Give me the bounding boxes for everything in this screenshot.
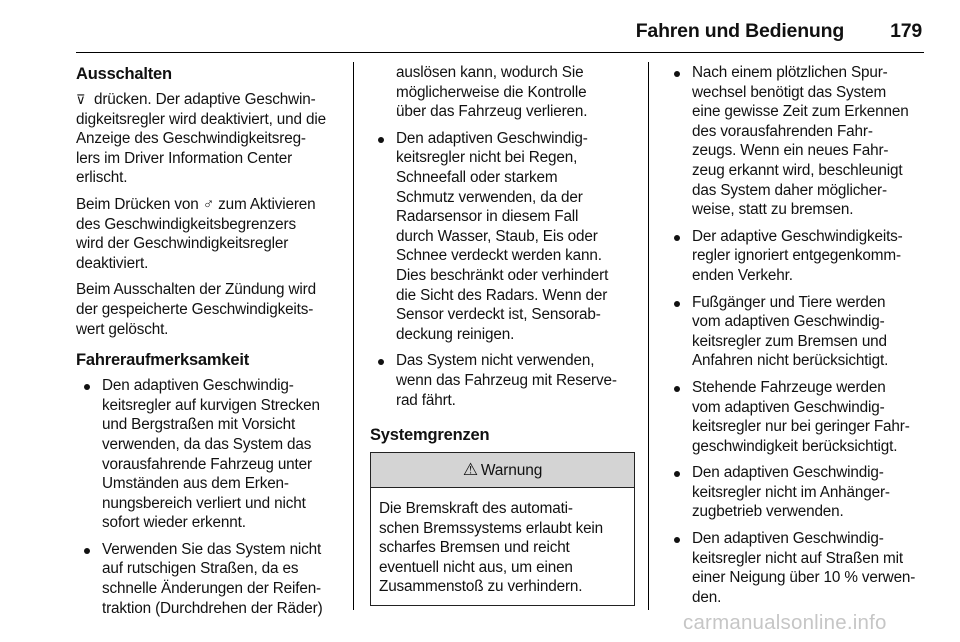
header-divider — [76, 52, 924, 53]
warning-text: Die Bremskraft des automati- schen Bremssystems erlaubt kein scharfes Bremsen und reicht eventuell nicht aus, um einen Zusammenstoß zu verhindern. — [379, 500, 604, 596]
bullet-item: Nach einem plötzlichen Spur- wechsel benötigt das System eine gewisse Zeit zum Erkennen des vorausfahrenden Fahr- zeugs. Wenn ein neues Fahr- zeug erkannt wird, beschleunigt das System daher möglicher- weise, statt zu bremsen. — [666, 63, 931, 220]
bullet-item: Das System nicht verwenden, wenn das Fahrzeug mit Reserve- rad fährt. — [370, 351, 635, 410]
column-middle — [370, 63, 635, 606]
bullet-item: Den adaptiven Geschwindig- keitsregler nicht im Anhänger- zugbetrieb verwenden. — [666, 463, 931, 522]
heading-systemgrenzen: Systemgrenzen — [370, 426, 490, 445]
column-divider — [353, 62, 354, 610]
warning-triangle-icon: ⚠ — [462, 460, 478, 480]
warning-box — [370, 452, 635, 606]
heading-fahreraufmerksamkeit: Fahreraufmerksamkeit — [76, 351, 250, 370]
heading-ausschalten: Ausschalten — [76, 65, 172, 83]
column-divider — [648, 62, 649, 610]
bullet-item: Den adaptiven Geschwindig- keitsregler auf kurvigen Strecken und Bergstraßen mit Vorsicht verwenden, da das System das vorausfahrende Fahrzeug unter Umständen aus dem Erken- nungsbereich verliert und nicht sofort wieder erkennt. — [76, 376, 341, 533]
column-right — [666, 63, 931, 614]
column-left — [76, 63, 341, 625]
bullet-item: Den adaptiven Geschwindig- keitsregler nicht auf Straßen mit einer Neigung über 10 % verwen- den. — [666, 529, 931, 607]
paragraph: ⊽ drücken. Der adaptive Geschwin- digkeitsregler wird deaktiviert, und die Anzeige des Geschwindigkeitsreg- lers im Driver Information Center erlischt. — [76, 91, 326, 187]
watermark: carmanualsonline.info — [683, 611, 887, 634]
bullet-continuation: auslösen kann, wodurch Sie möglicherweise die Kontrolle über das Fahrzeug verlieren. — [396, 64, 588, 121]
warning-header — [371, 453, 634, 488]
speed-limiter-icon: ♂ — [202, 195, 215, 213]
paragraph: Beim Ausschalten der Zündung wird der gespeicherte Geschwindigkeits- wert gelöscht. — [76, 281, 316, 338]
bullet-item: Verwenden Sie das System nicht auf rutschigen Straßen, da es schnelle Änderungen der Reifen- traktion (Durchdrehen der Räder) — [76, 540, 341, 618]
bullet-item: Der adaptive Geschwindigkeits- regler ignoriert entgegenkomm- enden Verkehr. — [666, 227, 931, 286]
page-header — [636, 20, 922, 43]
bullet-item: Fußgänger und Tiere werden vom adaptiven Geschwindig- keitsregler zum Bremsen und Anfahren nicht berücksichtigt. — [666, 293, 931, 371]
bullet-item: Den adaptiven Geschwindig- keitsregler nicht bei Regen, Schneefall oder starkem Schmutz verwenden, da der Radarsensor in diesem Fall durch Wasser, Staub, Eis oder Schnee verdeckt werden kann. Dies beschränkt oder verhindert die Sicht des Radars. Wenn der Sensor verdeckt ist, Sensorab- deckung reinigen. — [370, 129, 635, 345]
cruise-control-icon: ⊽ — [76, 92, 86, 107]
header-title: Fahren und Bedienung — [635, 20, 845, 42]
page-number: 179 — [890, 20, 922, 42]
paragraph: Beim Drücken von ♂ zum Aktivieren des Geschwindigkeitsbegrenzers wird der Geschwindigkeitsregler deaktiviert. — [76, 195, 316, 272]
warning-title: Warnung — [480, 462, 543, 480]
bullet-item: Stehende Fahrzeuge werden vom adaptiven Geschwindig- keitsregler nur bei geringer Fahr- geschwindigkeit berücksichtigt. — [666, 378, 931, 456]
